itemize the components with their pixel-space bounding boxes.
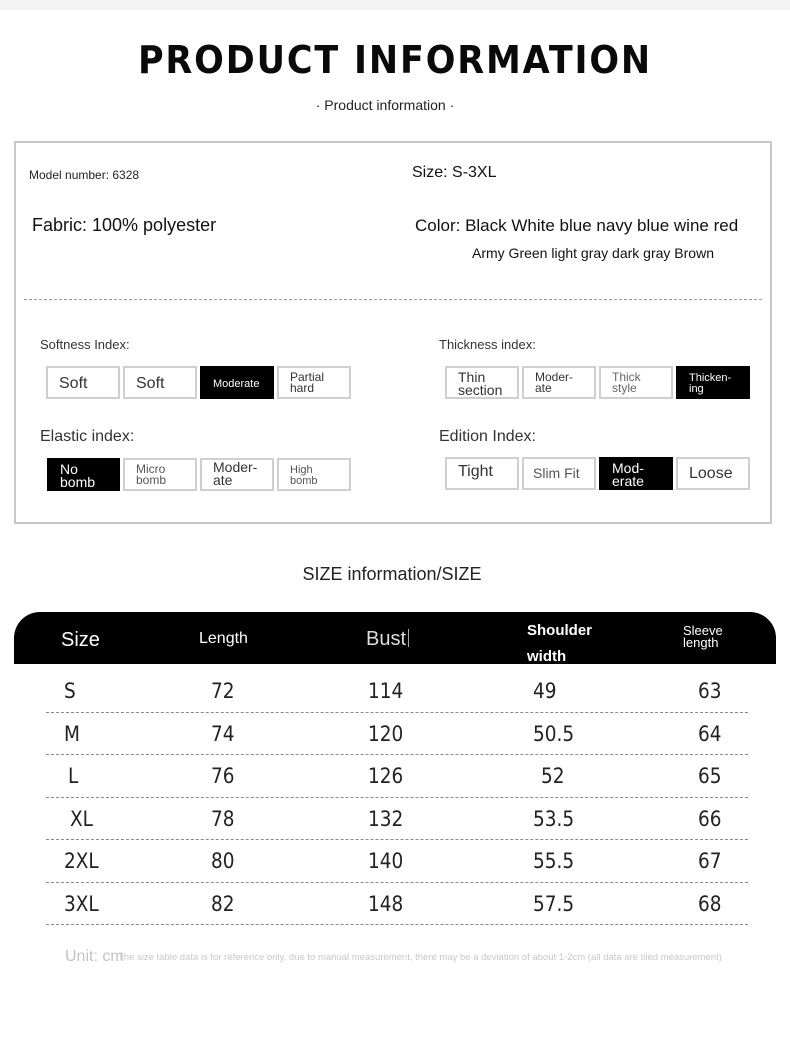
cell-bust: 114 <box>368 679 404 703</box>
model-number: Model number: 6328 <box>29 168 140 182</box>
cell-shoulder-width: 49 <box>533 679 557 703</box>
cell-size: XL <box>70 806 93 831</box>
cell-length: 82 <box>211 891 235 916</box>
thickness-index-label: Thickness index: <box>439 337 536 352</box>
page-subtitle: · Product information · <box>315 97 455 113</box>
cell-shoulder-width: 52 <box>541 764 565 788</box>
cell-length: 76 <box>211 764 235 788</box>
cell-shoulder-width: 53.5 <box>533 806 575 831</box>
elastic-index-label: Elastic index: <box>40 428 135 445</box>
column-header-bust: Bust <box>366 628 409 651</box>
softness-index-label: Softness Index: <box>40 337 130 352</box>
cell-sleeve-length: 64 <box>698 721 722 746</box>
column-header-size: Size <box>61 629 100 651</box>
edition-index-label: Edition Index: <box>439 428 536 445</box>
cell-sleeve-length: 66 <box>698 806 722 831</box>
softness-option-partial-hard: Partial hard <box>277 366 351 399</box>
elastic-index-options <box>47 458 351 491</box>
elastic-option-high-bomb: High bomb <box>277 458 351 491</box>
fabric: Fabric: 100% polyester <box>32 215 217 235</box>
edition-option-slim-fit: Slim Fit <box>522 457 596 490</box>
cell-shoulder-width: 50.5 <box>533 721 575 746</box>
thickness-option-moderate: Moder-ate <box>522 366 596 399</box>
cell-bust: 120 <box>368 721 404 746</box>
thickness-option-thickening-selected: Thicken-ing <box>676 366 750 399</box>
size-range: Size: S-3XL <box>412 164 497 181</box>
cell-sleeve-length: 68 <box>698 891 722 916</box>
cell-shoulder-width: 57.5 <box>533 891 575 916</box>
softness-option-soft-2: Soft <box>123 366 197 399</box>
cell-size: 2XL <box>64 849 99 873</box>
unit-label: Unit: cm <box>65 948 124 965</box>
cell-bust: 140 <box>368 849 404 873</box>
page-title: PRODUCT INFORMATION <box>137 38 653 82</box>
thickness-option-thick-style: Thick style <box>599 366 673 399</box>
thickness-option-thin-section: Thin section <box>445 366 519 399</box>
edition-option-tight: Tight <box>445 457 519 490</box>
column-header-sleeve-length: Sleeve length <box>683 623 723 650</box>
cell-sleeve-length: 63 <box>698 679 722 703</box>
table-row <box>46 798 748 841</box>
cell-size: M <box>64 721 80 746</box>
section-divider <box>24 299 762 300</box>
elastic-option-no-bomb-selected: No bomb <box>47 458 120 491</box>
edition-index-options <box>445 457 750 490</box>
size-table-header <box>14 612 776 664</box>
table-row <box>46 755 748 798</box>
column-header-length: Length <box>199 630 248 647</box>
cell-size: S <box>64 679 76 703</box>
cell-size: 3XL <box>64 891 99 916</box>
top-strip <box>0 0 790 10</box>
cell-length: 72 <box>211 679 235 703</box>
cell-bust: 148 <box>368 891 404 916</box>
edition-option-loose: Loose <box>676 457 750 490</box>
cell-sleeve-length: 65 <box>698 764 722 788</box>
cell-size: L <box>68 764 79 788</box>
elastic-option-moderate: Moder-ate <box>200 458 274 491</box>
softness-index-options <box>46 366 351 399</box>
elastic-option-micro-bomb: Micro bomb <box>123 458 197 491</box>
cell-length: 78 <box>211 806 235 831</box>
cell-length: 74 <box>211 721 235 746</box>
table-row <box>46 883 748 926</box>
edition-option-moderate-selected: Mod-erate <box>599 457 673 490</box>
softness-option-moderate-selected: Moderate <box>200 366 274 399</box>
cell-sleeve-length: 67 <box>698 849 722 873</box>
measurement-note: The size table data is for reference only, due to manual measurement, there may be a deviation of about 1-2cm (all data are tiled measurement) <box>118 952 722 963</box>
table-row <box>46 840 748 883</box>
table-row <box>46 670 748 713</box>
size-table-body <box>46 670 748 925</box>
cell-bust: 132 <box>368 806 404 831</box>
color-list-line1: Color: Black White blue navy blue wine red <box>415 216 739 235</box>
cell-shoulder-width: 55.5 <box>533 849 575 873</box>
cell-bust: 126 <box>368 764 404 788</box>
table-row <box>46 713 748 756</box>
product-info-box <box>14 141 772 524</box>
cell-length: 80 <box>211 849 235 873</box>
color-list-line2: Army Green light gray dark gray Brown <box>472 245 714 261</box>
thickness-index-options <box>445 366 750 399</box>
softness-option-soft-1: Soft <box>46 366 120 399</box>
column-header-shoulder-width: Shoulder width <box>527 622 593 665</box>
size-info-heading: SIZE information/SIZE <box>302 564 482 584</box>
